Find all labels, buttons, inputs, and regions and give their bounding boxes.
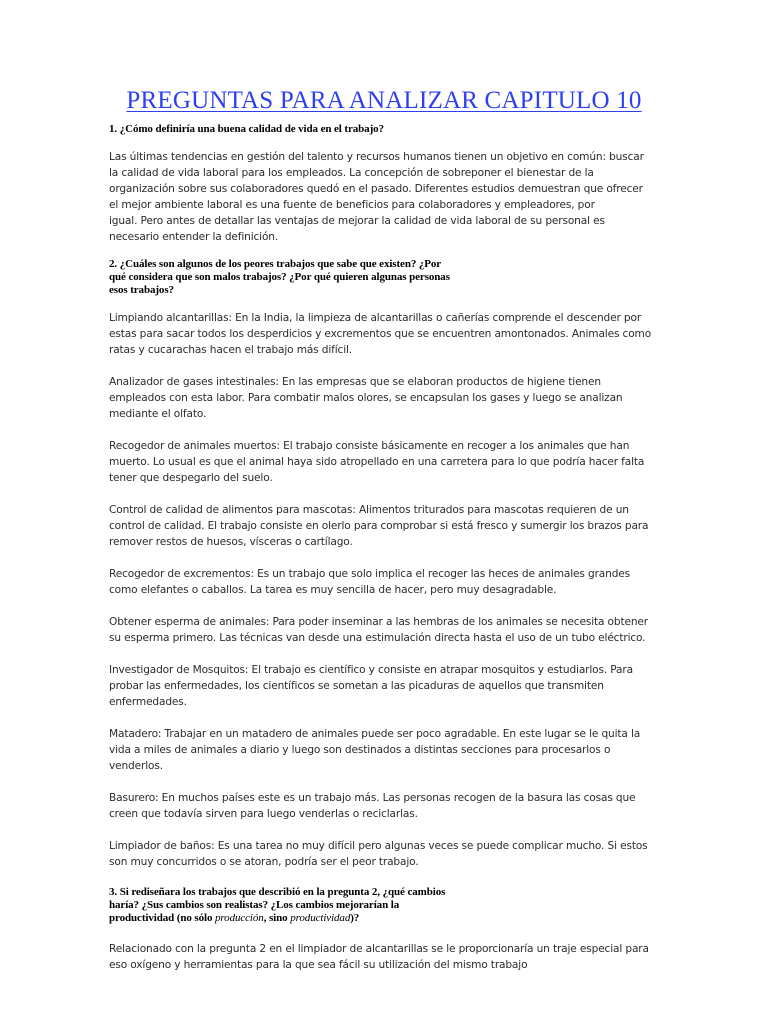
item-line: Basurero: En muchos países este es un trabajo más. Las personas recogen de la basura las cosas que: [109, 792, 636, 804]
item-line: enfermedades.: [109, 696, 187, 708]
job-item-slaughterhouse: [109, 726, 659, 774]
item-line: Limpiador de baños: Es una tarea no muy difícil pero algunas veces se puede complicar mucho. Si estos: [109, 840, 648, 852]
job-item-bathroom-cleaner: [109, 838, 659, 870]
item-line: estas para sacar todos los desperdicios y excrementos que se encuentren amontonados. Animales como: [109, 328, 652, 340]
job-item-garbage-collector: [109, 790, 659, 822]
heading-line: esos trabajos?: [109, 284, 174, 296]
item-line: tener que despegarlo del suelo.: [109, 472, 273, 484]
answer-line: eso oxígeno y herramientas para la que sea fácil su utilización del mismo trabajo: [109, 959, 528, 971]
item-line: vida a miles de animales a diario y luego son destinados a distintas secciones para procesarlos o: [109, 744, 611, 756]
item-line: Recogedor de animales muertos: El trabajo consiste básicamente en recoger a los animales que han: [109, 440, 630, 452]
question-3-answer: [109, 941, 659, 973]
item-line: Limpiando alcantarillas: En la India, la limpieza de alcantarillas o cañerías comprende el descender por: [109, 312, 642, 324]
item-line: probar las enfermedades, los científicos se sometan a las picaduras de aquellos que transmiten: [109, 680, 604, 692]
document-body: [109, 123, 659, 973]
item-line: venderlos.: [109, 760, 163, 772]
item-line: empleados con esta labor. Para combatir malos olores, se encapsulan los gases y luego se analizan: [109, 392, 623, 404]
item-line: muerto. Lo usual es que el animal haya sido atropellado en una carretera para lo que podría hacer falta: [109, 456, 645, 468]
job-item-gas-analyzer: [109, 374, 659, 422]
item-line: mediante el olfato.: [109, 408, 207, 420]
heading-line: [109, 912, 659, 925]
item-line: control de calidad. El trabajo consiste en olerlo para comprobar si está fresco y sumergir los brazos para: [109, 520, 649, 532]
heading-fragment: productividad (no sólo: [109, 912, 215, 924]
item-line: como elefantes o caballos. La tarea es muy sencilla de hacer, pero muy desagradable.: [109, 584, 557, 596]
job-item-excrement-collector: [109, 566, 659, 598]
item-line: Investigador de Mosquitos: El trabajo es científico y consiste en atrapar mosquitos y estudiarlos. Para: [109, 664, 633, 676]
question-1-answer: [109, 149, 659, 245]
heading-fragment: , sino: [263, 912, 291, 924]
job-item-sewer-cleaner: [109, 310, 659, 358]
item-line: Matadero: Trabajar en un matadero de animales puede ser poco agradable. En este lugar se le quita la: [109, 728, 641, 740]
item-line: Analizador de gases intestinales: En las empresas que se elaboran productos de higiene tienen: [109, 376, 601, 388]
heading-line: 2. ¿Cuáles son algunos de los peores trabajos que sabe que existen? ¿Por: [109, 258, 442, 270]
question-1-heading: 1. ¿Cómo definiría una buena calidad de vida en el trabajo?: [109, 123, 384, 135]
answer-line: igual. Pero antes de detallar las ventajas de mejorar la calidad de vida laboral de su personal es: [109, 215, 605, 227]
heading-fragment: )?: [350, 912, 360, 924]
item-line: Recogedor de excrementos: Es un trabajo que solo implica el recoger las heces de animales grandes: [109, 568, 631, 580]
item-line: creen que todavía sirven para luego venderlas o reciclarlas.: [109, 808, 418, 820]
answer-line: necesario entender la definición.: [109, 231, 279, 243]
item-line: remover restos de huesos, vísceras o cartílago.: [109, 536, 353, 548]
answer-line: la calidad de vida laboral para los empleados. La concepción de sobreponer el bienestar de la: [109, 167, 594, 179]
job-item-animal-sperm: [109, 614, 659, 646]
item-line: su esperma primero. Las técnicas van desde una estimulación directa hasta el uso de un tubo eléctrico.: [109, 632, 646, 644]
heading-line: 3. Si rediseñara los trabajos que describió en la pregunta 2, ¿qué cambios: [109, 886, 446, 898]
job-item-pet-food-quality: [109, 502, 659, 550]
answer-line: organización sobre sus colaboradores quedó en el pasado. Diferentes estudios demuestran que ofrecer: [109, 183, 643, 195]
answer-line: Las últimas tendencias en gestión del talento y recursos humanos tienen un objetivo en común: buscar: [109, 151, 644, 163]
item-line: ratas y cucarachas hacen el trabajo más difícil.: [109, 344, 353, 356]
item-line: Obtener esperma de animales: Para poder inseminar a las hembras de los animales se necesita obtener: [109, 616, 648, 628]
question-3-heading: [109, 886, 659, 925]
answer-line: Relacionado con la pregunta 2 en el limpiador de alcantarillas se le proporcionaría un traje especial para: [109, 943, 649, 955]
answer-line: el mejor ambiente laboral es una fuente de beneficios para colaboradores y empleadores, por: [109, 199, 595, 211]
heading-fragment-italic: productividad: [290, 912, 351, 924]
page-title: PREGUNTAS PARA ANALIZAR CAPITULO 10: [126, 87, 642, 114]
heading-fragment-italic: producción: [215, 912, 264, 924]
item-line: Control de calidad de alimentos para mascotas: Alimentos triturados para mascotas requieren de un: [109, 504, 629, 516]
job-item-mosquito-researcher: [109, 662, 659, 710]
heading-line: haría? ¿Sus cambios son realistas? ¿Los cambios mejorarían la: [109, 899, 400, 911]
question-2-heading: [109, 258, 659, 297]
heading-line: qué considera que son malos trabajos? ¿Por qué quieren algunas personas: [109, 271, 450, 283]
item-line: son muy concurridos o se atoran, podría ser el peor trabajo.: [109, 856, 419, 868]
job-item-dead-animal-collector: [109, 438, 659, 486]
